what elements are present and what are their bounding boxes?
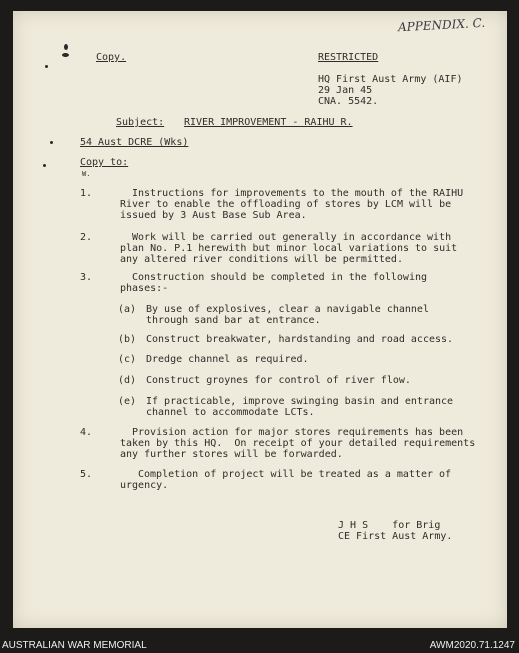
phase-line: If practicable, improve swinging basin and entrance (146, 396, 454, 407)
paragraph-number: 3. (80, 272, 93, 283)
paragraph-line: any altered river conditions will be permitted. (120, 254, 403, 265)
paragraph-number: 1. (80, 188, 93, 199)
appendix-annotation: APPENDIX. C. (397, 15, 486, 35)
footer-archive-name: AUSTRALIAN WAR MEMORIAL (2, 640, 147, 651)
paragraph-line: Completion of project will be treated as a matter of (138, 469, 452, 480)
phase-label: (c) (118, 354, 137, 365)
punch-mark (43, 164, 46, 167)
subject-label: Subject: (116, 117, 165, 128)
origin-line: HQ First Aust Army (AIF) (318, 74, 463, 85)
paragraph-line: Provision action for major stores requirements has been (132, 427, 464, 438)
phase-line: Construct breakwater, hardstanding and road access. (146, 334, 454, 345)
phase-line: Dredge channel as required. (146, 354, 309, 365)
paragraph-line: issued by 3 Aust Base Sub Area. (120, 210, 307, 221)
punch-mark (45, 65, 48, 68)
phase-line: channel to accommodate LCTs. (146, 407, 315, 418)
paragraph-line: taken by this HQ. On receipt of your detailed requirements (120, 438, 476, 449)
origin-date: 29 Jan 45 (318, 85, 373, 96)
origin-reference: CNA. 5542. (318, 96, 379, 107)
paragraph-number: 2. (80, 232, 93, 243)
paragraph-line: Work will be carried out generally in accordance with (132, 232, 452, 243)
punch-mark (50, 141, 53, 144)
phase-label: (e) (118, 396, 137, 407)
paragraph-line: any further stores will be forwarded. (120, 449, 343, 460)
addressee: 54 Aust DCRE (Wks) (80, 137, 189, 148)
signature-line: J H S for Brig (338, 520, 441, 531)
subject-text: RIVER IMPROVEMENT - RAIHU R. (184, 117, 353, 128)
paragraph-number: 5. (80, 469, 93, 480)
copy-label: Copy. (96, 52, 127, 63)
signature-title: CE First Aust Army. (338, 531, 453, 542)
phase-label: (d) (118, 375, 137, 386)
footer-accession-number: AWM2020.71.1247 (429, 640, 515, 651)
paragraph-number: 4. (80, 427, 93, 438)
paragraph-line: urgency. (120, 480, 169, 491)
paragraph-line: Instructions for improvements to the mouth of the RAIHU (132, 188, 464, 199)
phase-line: By use of explosives, clear a navigable channel (146, 304, 429, 315)
copy-to-label: Copy to: (80, 157, 129, 168)
paragraph-line: plan No. P.1 herewith but minor local variations to suit (120, 243, 458, 254)
phase-line: Construct groynes for control of river flow. (146, 375, 411, 386)
paragraph-line: phases:- (120, 283, 169, 294)
phase-line: through sand bar at entrance. (146, 315, 321, 326)
paragraph-line: River to enable the offloading of stores by LCM will be (120, 199, 452, 210)
phase-label: (a) (118, 304, 137, 315)
paragraph-line: Construction should be completed in the following (132, 272, 428, 283)
punch-mark (64, 44, 68, 50)
copy-to-value: W. (82, 170, 91, 178)
punch-mark (62, 53, 69, 57)
classification: RESTRICTED (318, 52, 379, 63)
phase-label: (b) (118, 334, 137, 345)
